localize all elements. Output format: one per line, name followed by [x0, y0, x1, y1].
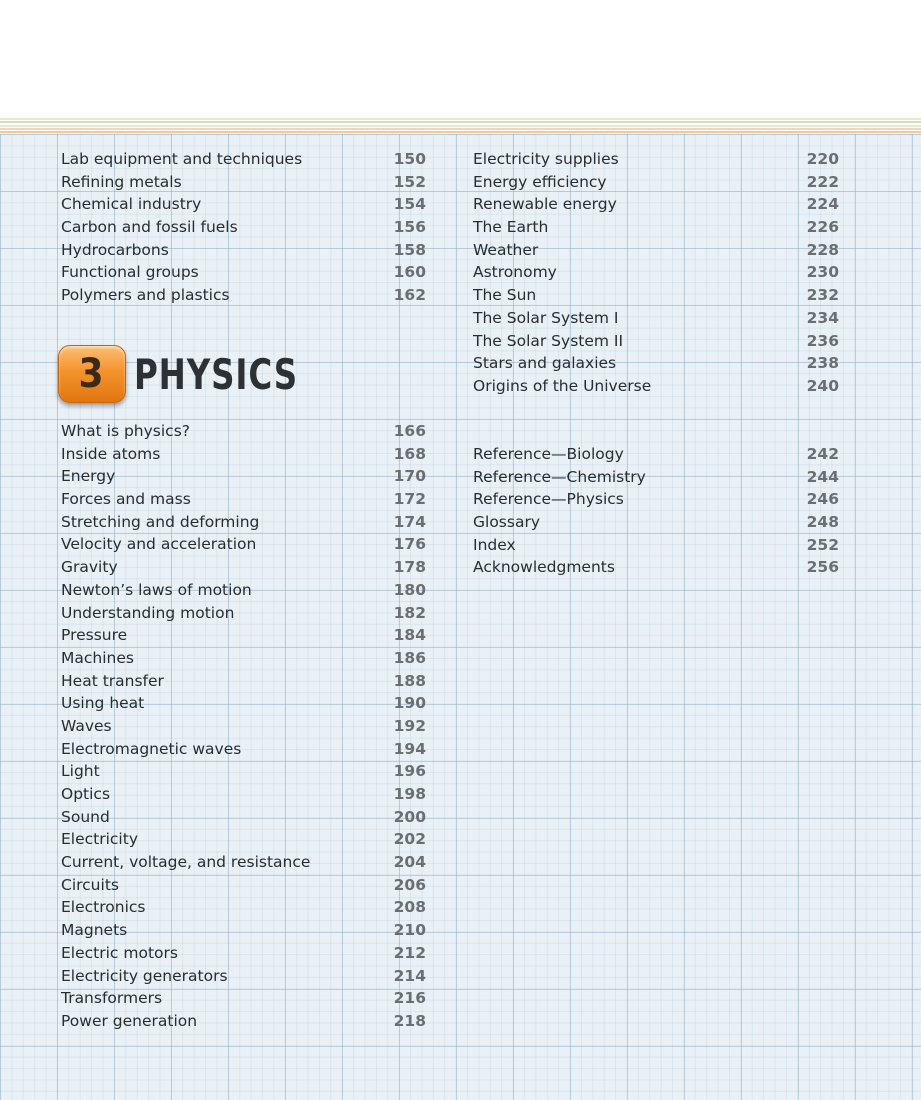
toc-entry-title: Electromagnetic waves	[61, 739, 242, 758]
toc-list-left-top	[61, 148, 426, 307]
toc-entry-title: Transformers	[61, 989, 163, 1008]
toc-entry[interactable]	[61, 806, 426, 829]
toc-entry[interactable]	[61, 465, 426, 488]
toc-entry[interactable]	[61, 239, 426, 262]
toc-entry-page-number: 226	[806, 218, 839, 237]
toc-entry-title: Power generation	[61, 1011, 198, 1030]
toc-entry[interactable]	[473, 511, 839, 534]
toc-entry-title: Weather	[473, 240, 539, 259]
toc-entry-page-number: 192	[393, 716, 426, 735]
toc-entry[interactable]	[473, 307, 839, 330]
toc-entry-title: Electricity	[61, 830, 138, 849]
toc-entry[interactable]	[61, 670, 426, 693]
toc-entry-page-number: 200	[393, 807, 426, 826]
toc-entry-page-number: 176	[393, 535, 426, 554]
toc-entry-title: Machines	[61, 648, 134, 667]
toc-entry-title: Magnets	[61, 921, 128, 940]
toc-entry-title: Energy	[61, 467, 116, 486]
toc-entry-page-number: 198	[393, 785, 426, 803]
toc-entry[interactable]	[61, 896, 426, 919]
toc-entry[interactable]	[61, 193, 426, 216]
toc-entry[interactable]	[61, 738, 426, 761]
header-stripe	[0, 125, 921, 127]
toc-entry-title: Glossary	[473, 513, 540, 532]
toc-entry-page-number: 248	[806, 513, 839, 532]
toc-entry[interactable]	[61, 1010, 426, 1033]
toc-entry-title: Current, voltage, and resistance	[61, 853, 311, 872]
toc-entry-page-number: 208	[393, 898, 426, 917]
toc-entry-title: Sound	[61, 807, 110, 826]
toc-entry[interactable]	[61, 692, 426, 715]
toc-entry-page-number: 252	[806, 535, 839, 554]
toc-entry[interactable]	[61, 942, 426, 965]
toc-entry-page-number: 214	[393, 966, 426, 985]
toc-entry[interactable]	[61, 556, 426, 579]
toc-entry-title: Circuits	[61, 875, 119, 894]
toc-entry-page-number: 218	[393, 1011, 426, 1030]
toc-entry-page-number: 180	[393, 580, 426, 599]
toc-entry[interactable]	[61, 216, 426, 239]
toc-entry-title: Forces and mass	[61, 490, 191, 509]
toc-entry-title: Acknowledgments	[473, 558, 615, 577]
toc-entry-title: Electric motors	[61, 943, 178, 962]
toc-entry[interactable]	[473, 466, 839, 489]
header-stripe	[0, 121, 921, 123]
toc-entry-page-number: 178	[393, 558, 426, 577]
toc-entry-title: Functional groups	[61, 263, 199, 282]
toc-entry-title: Understanding motion	[61, 603, 235, 622]
toc-entry[interactable]	[61, 488, 426, 511]
toc-entry[interactable]	[473, 375, 839, 398]
toc-entry[interactable]	[61, 284, 426, 307]
toc-entry-title: Optics	[61, 785, 111, 803]
toc-entry-title: Lab equipment and techniques	[61, 150, 303, 168]
section-title: PHYSICS	[134, 350, 298, 399]
toc-entry[interactable]	[61, 148, 426, 171]
toc-entry[interactable]	[61, 420, 426, 443]
toc-entry[interactable]	[61, 783, 426, 806]
toc-entry[interactable]	[473, 534, 839, 557]
toc-entry[interactable]	[473, 488, 839, 511]
toc-entry[interactable]	[61, 851, 426, 874]
toc-entry-page-number: 212	[393, 943, 426, 962]
toc-entry[interactable]	[61, 624, 426, 647]
toc-entry-page-number: 186	[393, 648, 426, 667]
toc-entry-page-number: 166	[393, 422, 426, 440]
toc-entry-title: The Solar System II	[473, 331, 624, 350]
toc-entry-title: Stretching and deforming	[61, 512, 260, 531]
toc-entry[interactable]	[473, 330, 839, 353]
header-stripe	[0, 118, 921, 120]
toc-entry[interactable]	[61, 602, 426, 625]
toc-entry-title: The Sun	[473, 286, 537, 305]
toc-entry[interactable]	[473, 261, 839, 284]
toc-list-reference	[473, 443, 839, 579]
toc-entry-title: The Solar System I	[473, 308, 619, 327]
toc-entry-page-number: 158	[393, 240, 426, 259]
toc-entry-page-number: 182	[393, 603, 426, 622]
toc-entry-page-number: 196	[393, 762, 426, 781]
toc-entry-page-number: 162	[393, 286, 426, 305]
toc-entry[interactable]	[61, 647, 426, 670]
toc-entry-title: Refining metals	[61, 172, 182, 191]
toc-entry-title: Stars and galaxies	[473, 354, 617, 373]
toc-entry[interactable]	[61, 261, 426, 284]
toc-entry-title: Light	[61, 762, 100, 781]
toc-entry[interactable]	[61, 443, 426, 466]
toc-entry-page-number: 242	[806, 445, 839, 463]
toc-entry-page-number: 216	[393, 989, 426, 1008]
toc-entry-page-number: 150	[393, 150, 426, 168]
toc-entry-title: Index	[473, 535, 516, 554]
toc-entry-page-number: 194	[393, 739, 426, 758]
toc-entry-title: The Earth	[473, 218, 549, 237]
toc-entry-title: Waves	[61, 716, 112, 735]
toc-entry[interactable]	[473, 443, 839, 466]
toc-entry-page-number: 202	[393, 830, 426, 849]
toc-entry-title: Electricity generators	[61, 966, 228, 985]
toc-entry-title: Reference—Chemistry	[473, 467, 646, 486]
toc-entry[interactable]	[61, 511, 426, 534]
toc-entry-title: What is physics?	[61, 422, 191, 440]
toc-entry-page-number: 244	[806, 467, 839, 486]
toc-entry-page-number: 210	[393, 921, 426, 940]
toc-entry[interactable]	[61, 874, 426, 897]
toc-entry-title: Origins of the Universe	[473, 376, 652, 395]
toc-entry-page-number: 168	[393, 444, 426, 463]
header-stripes	[0, 117, 921, 134]
toc-entry-title: Carbon and fossil fuels	[61, 218, 238, 237]
toc-entry-page-number: 154	[393, 195, 426, 214]
toc-entry-page-number: 172	[393, 490, 426, 509]
top-margin	[0, 0, 921, 117]
toc-entry[interactable]	[473, 193, 839, 216]
toc-entry[interactable]	[61, 919, 426, 942]
toc-entry-page-number: 190	[393, 694, 426, 713]
toc-entry-page-number: 184	[393, 626, 426, 645]
toc-entry-title: Pressure	[61, 626, 128, 645]
toc-entry[interactable]	[473, 148, 839, 171]
toc-entry[interactable]	[473, 352, 839, 375]
toc-entry[interactable]	[473, 284, 839, 307]
toc-list-physics	[61, 420, 426, 1033]
toc-entry-title: Polymers and plastics	[61, 286, 230, 305]
toc-entry[interactable]	[473, 216, 839, 239]
toc-entry-page-number: 246	[806, 490, 839, 509]
toc-entry-page-number: 240	[806, 376, 839, 395]
toc-entry[interactable]	[61, 579, 426, 602]
toc-entry-page-number: 160	[393, 263, 426, 282]
toc-entry[interactable]	[473, 239, 839, 262]
toc-entry-page-number: 220	[806, 150, 839, 168]
toc-entry-title: Newton’s laws of motion	[61, 580, 252, 599]
toc-entry-page-number: 228	[806, 240, 839, 259]
toc-entry-title: Energy efficiency	[473, 172, 607, 191]
toc-entry-title: Astronomy	[473, 263, 557, 282]
toc-entry[interactable]	[61, 760, 426, 783]
toc-entry-title: Renewable energy	[473, 195, 617, 214]
toc-entry-page-number: 222	[806, 172, 839, 191]
toc-entry-page-number: 256	[806, 558, 839, 577]
toc-entry-title: Reference—Physics	[473, 490, 624, 509]
section-header	[58, 345, 358, 405]
toc-entry-page-number: 152	[393, 172, 426, 191]
toc-entry-page-number: 204	[393, 853, 426, 872]
toc-list-right-top	[473, 148, 839, 398]
toc-entry-page-number: 206	[393, 875, 426, 894]
toc-entry-page-number: 174	[393, 512, 426, 531]
toc-entry-title: Reference—Biology	[473, 445, 624, 463]
toc-entry-title: Chemical industry	[61, 195, 202, 214]
toc-entry[interactable]	[61, 715, 426, 738]
toc-entry-title: Heat transfer	[61, 671, 164, 690]
toc-entry-page-number: 232	[806, 286, 839, 305]
toc-entry-page-number: 156	[393, 218, 426, 237]
toc-entry[interactable]	[61, 533, 426, 556]
toc-entry[interactable]	[473, 171, 839, 194]
header-stripe	[0, 128, 921, 130]
toc-entry-title: Hydrocarbons	[61, 240, 169, 259]
toc-entry[interactable]	[61, 987, 426, 1010]
toc-entry-page-number: 188	[393, 671, 426, 690]
toc-entry-title: Using heat	[61, 694, 145, 713]
toc-entry-page-number: 230	[806, 263, 839, 282]
toc-entry-page-number: 170	[393, 467, 426, 486]
toc-entry[interactable]	[61, 965, 426, 988]
toc-entry[interactable]	[61, 828, 426, 851]
toc-entry-page-number: 224	[806, 195, 839, 214]
toc-entry-title: Gravity	[61, 558, 118, 577]
section-number: 3	[78, 351, 104, 397]
header-stripe	[0, 131, 921, 133]
toc-entry-page-number: 236	[806, 331, 839, 350]
toc-entry-title: Electronics	[61, 898, 146, 917]
toc-entry-title: Inside atoms	[61, 444, 161, 463]
toc-entry-title: Electricity supplies	[473, 150, 619, 168]
toc-entry-page-number: 238	[806, 354, 839, 373]
toc-entry-title: Velocity and acceleration	[61, 535, 257, 554]
toc-entry-page-number: 234	[806, 308, 839, 327]
toc-entry[interactable]	[61, 171, 426, 194]
toc-entry[interactable]	[473, 556, 839, 579]
